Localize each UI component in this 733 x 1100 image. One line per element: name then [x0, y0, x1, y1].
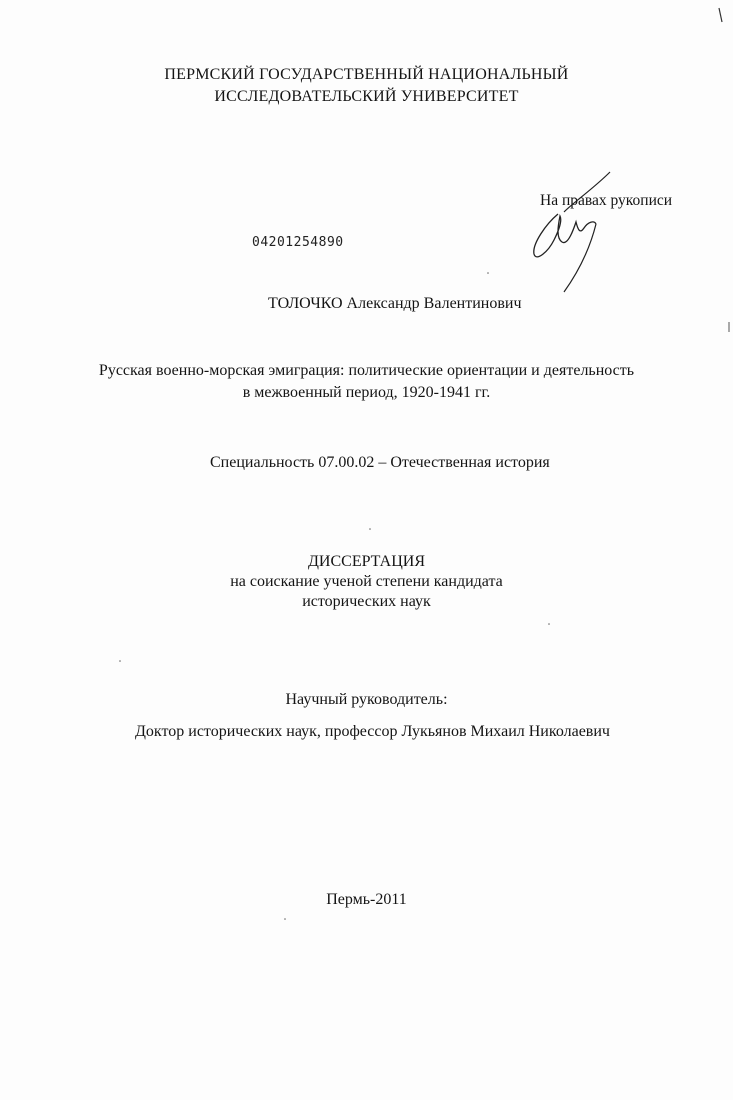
scan-dot [487, 272, 489, 274]
degree-line-2: исторических наук [302, 593, 431, 610]
supervisor-name: Доктор исторических наук, профессор Лукьянов Михаил Николаевич [135, 723, 610, 740]
degree-line-1: на соискание ученой степени кандидата [230, 573, 503, 590]
specialty-line: Специальность 07.00.02 – Отечественная история [210, 454, 550, 471]
scan-dot [548, 623, 550, 625]
university-name [0, 64, 733, 108]
university-name-line-1: ПЕРМСКИЙ ГОСУДАРСТВЕННЫЙ НАЦИОНАЛЬНЫЙ [164, 66, 569, 83]
author-name: ТОЛОЧКО Александр Валентинович [268, 295, 522, 312]
registration-number: 04201254890 [252, 235, 344, 250]
handwritten-signature [524, 168, 614, 294]
manuscript-rights-note: На правах рукописи [540, 192, 673, 209]
university-name-line-2: ИССЛЕДОВАТЕЛЬСКИЙ УНИВЕРСИТЕТ [214, 88, 519, 105]
dissertation-title-line-2: в межвоенный период, 1920-1941 гг. [242, 384, 491, 401]
city-and-year: Пермь-2011 [326, 891, 407, 908]
scan-dot [119, 660, 121, 662]
scan-dot [284, 918, 286, 920]
dissertation-title [0, 360, 733, 404]
dissertation-heading: ДИССЕРТАЦИЯ [308, 553, 425, 570]
degree-statement [0, 552, 733, 612]
dissertation-title-line-1: Русская военно-морская эмиграция: политические ориентации и деятельность [98, 362, 635, 379]
supervisor-label: Научный руководитель: [285, 691, 448, 708]
scan-dot [369, 528, 371, 530]
scan-mark-top-right [719, 8, 722, 22]
